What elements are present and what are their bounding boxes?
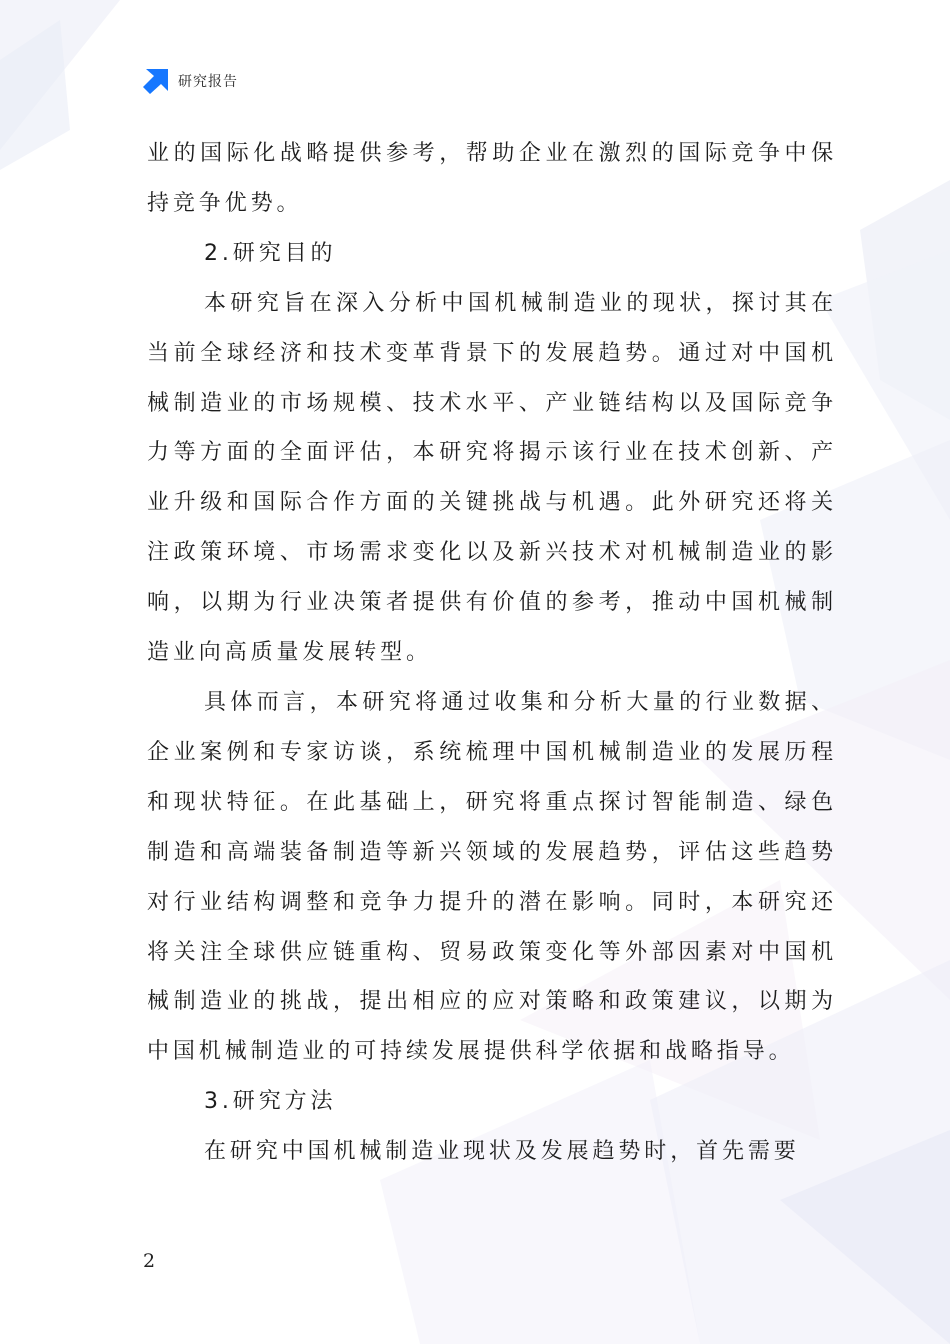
section-heading-research-purpose: 2.研究目的 <box>204 240 337 266</box>
page-number: 2 <box>143 1250 156 1272</box>
report-header <box>143 68 238 94</box>
paragraph-research-method: 在研究中国机械制造业现状及发展趋势时，首先需要 <box>204 1139 800 1165</box>
paragraph-continuation: 业的国际化战略提供参考，帮助企业在激烈的国际竞争中保持竞争优势。 <box>147 141 837 216</box>
header-title: 研究报告 <box>178 74 238 90</box>
section-heading-research-method: 3.研究方法 <box>204 1089 337 1115</box>
paragraph-research-purpose: 本研究旨在深入分析中国机械制造业的现状，探讨其在当前全球经济和技术变革背景下的发展趋势。通过对中国机械制造业的市场规模、技术水平、产业链结构以及国际竞争力等方面的全面评估，本研究将揭示该行业在技术创新、产业升级和国际合作方面的关键挑战与机遇。此外研究还将关注政策环境、市场需求变化以及新兴技术对机械制造业的影响，以期为行业决策者提供有价值的参考，推动中国机械制造业向高质量发展转型。 <box>147 290 837 666</box>
paragraph-research-details: 具体而言，本研究将通过收集和分析大量的行业数据、企业案例和专家访谈，系统梳理中国机械制造业的发展历程和现状特征。在此基础上，研究将重点探讨智能制造、绿色制造和高端装备制造等新兴领域的发展趋势，评估这些趋势对行业结构调整和竞争力提升的潜在影响。同时，本研究还将关注全球供应链重构、贸易政策变化等外部因素对中国机械制造业的挑战，提出相应的应对策略和政策建议，以期为中国机械制造业的可持续发展提供科学依据和战略指导。 <box>147 689 837 1065</box>
arrow-up-right-icon <box>143 68 169 94</box>
document-body <box>147 129 837 1177</box>
